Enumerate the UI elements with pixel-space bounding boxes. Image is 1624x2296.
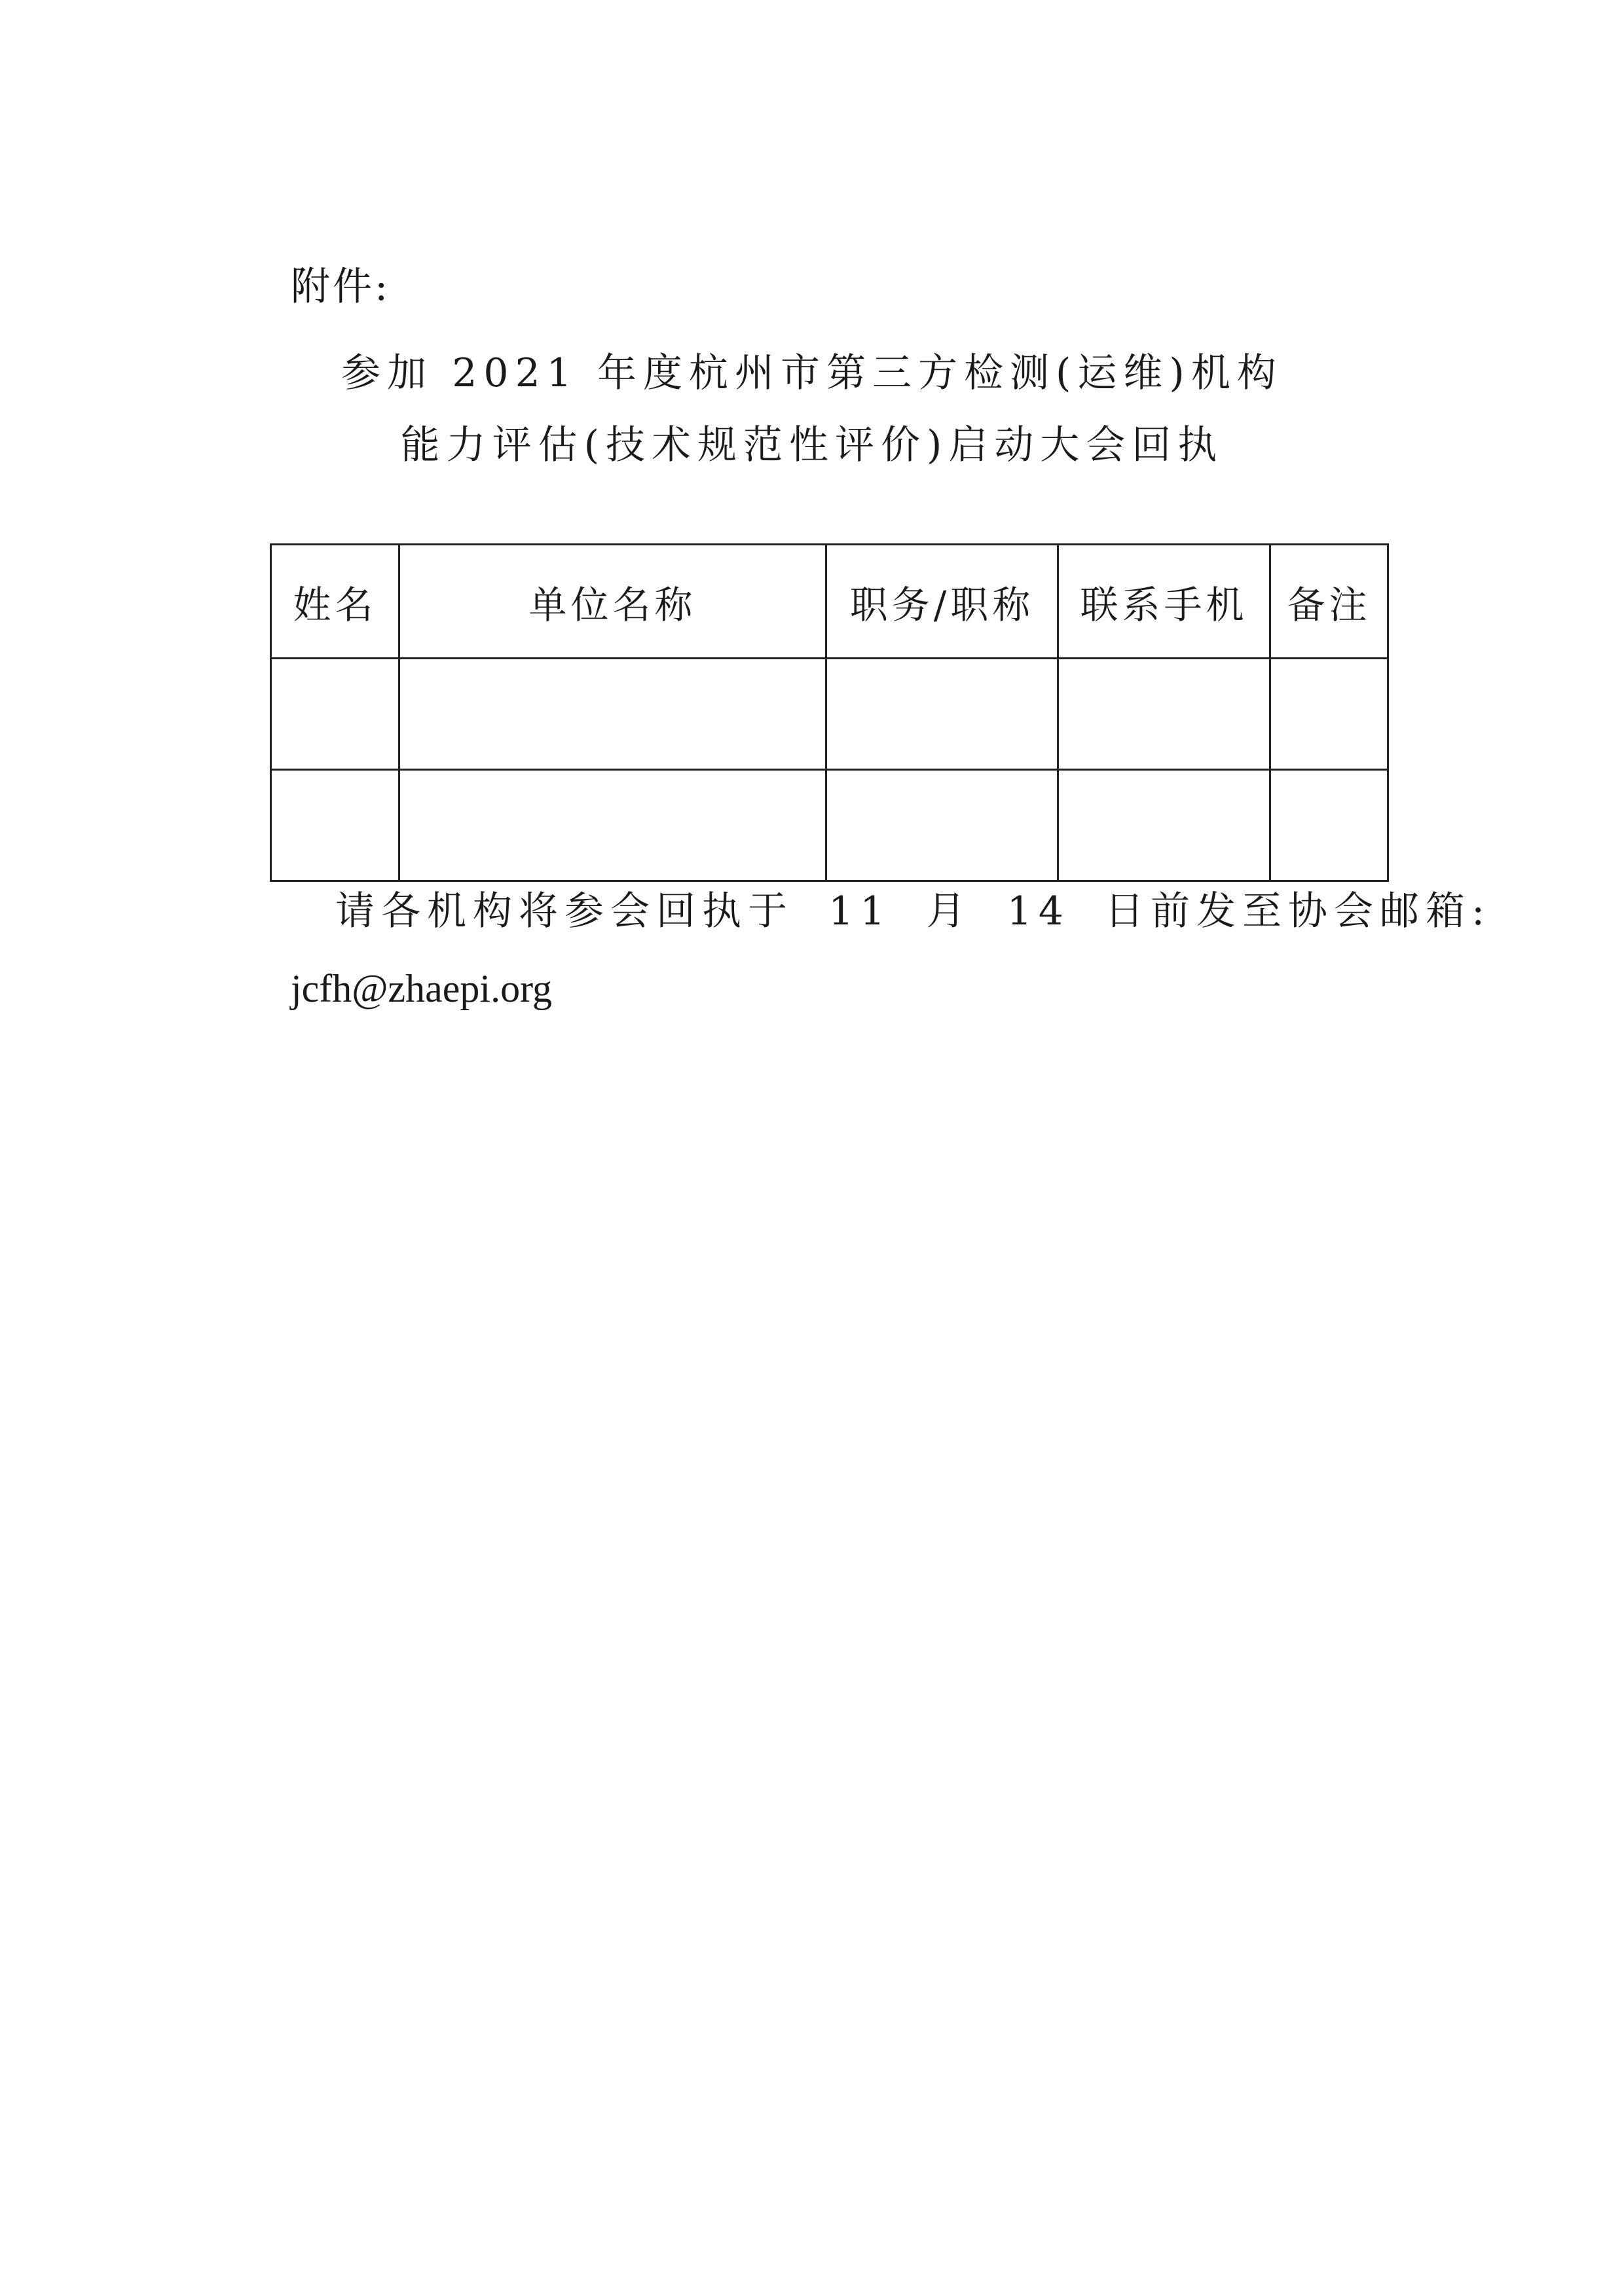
receipt-table bbox=[270, 543, 1389, 882]
table-cell[interactable] bbox=[1270, 770, 1388, 881]
table-cell[interactable] bbox=[1058, 770, 1270, 881]
attachment-label: 附件: bbox=[291, 264, 391, 310]
header-remarks: 备注 bbox=[1270, 545, 1388, 659]
submission-notice: 请各机构将参会回执于 11 月 14 日前发至协会邮箱: bbox=[335, 888, 1492, 934]
header-position-title: 职务/职称 bbox=[826, 545, 1058, 659]
header-mobile-phone: 联系手机 bbox=[1058, 545, 1270, 659]
table-cell[interactable] bbox=[1270, 659, 1388, 770]
table-cell[interactable] bbox=[1058, 659, 1270, 770]
table-cell[interactable] bbox=[399, 659, 826, 770]
header-name: 姓名 bbox=[271, 545, 399, 659]
table-row bbox=[271, 770, 1388, 881]
header-organization: 单位名称 bbox=[399, 545, 826, 659]
document-title-line-1: 参加 2021 年度杭州市第三方检测(运维)机构 bbox=[341, 350, 1283, 396]
contact-email[interactable]: jcfh@zhaepi.org bbox=[291, 967, 552, 1010]
table-cell[interactable] bbox=[271, 659, 399, 770]
table-cell[interactable] bbox=[826, 770, 1058, 881]
table-header-row bbox=[271, 545, 1388, 659]
table-cell[interactable] bbox=[271, 770, 399, 881]
table-cell[interactable] bbox=[399, 770, 826, 881]
document-title-line-2: 能力评估(技术规范性评价)启动大会回执 bbox=[400, 422, 1224, 468]
table-cell[interactable] bbox=[826, 659, 1058, 770]
table-row bbox=[271, 659, 1388, 770]
